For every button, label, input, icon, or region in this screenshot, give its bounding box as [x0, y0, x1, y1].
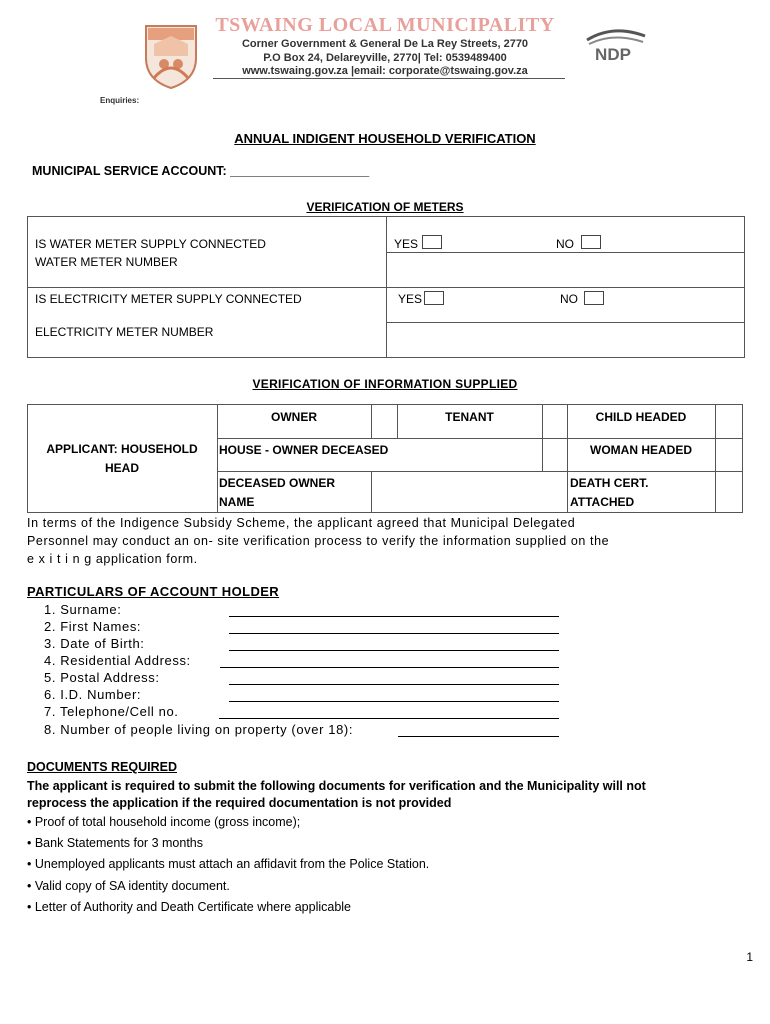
- elec-yes-label: YES: [398, 292, 423, 306]
- water-connected-label: IS WATER METER SUPPLY CONNECTED: [35, 237, 266, 251]
- child-headed-label: CHILD HEADED: [595, 410, 687, 424]
- postal-address-field[interactable]: [229, 684, 559, 685]
- residential-address-label: 4. Residential Address:: [44, 653, 191, 668]
- owner-checkbox[interactable]: [372, 410, 396, 432]
- water-yes-label: YES: [394, 237, 419, 251]
- info-table-divider: [371, 471, 372, 513]
- date-of-birth-label: 3. Date of Birth:: [44, 636, 145, 651]
- po-box-line: P.O Box 24, Delareyville, 2770| Tel: 0539489400: [263, 52, 507, 64]
- info-table-divider: [715, 404, 716, 513]
- paragraph-line: Personnel may conduct an on- site verification process to verify the information supplied on the: [27, 534, 610, 548]
- info-table: [27, 404, 743, 513]
- applicant-label-1: APPLICANT: HOUSEHOLD: [46, 442, 198, 456]
- meters-rule: [386, 322, 744, 323]
- ndp-logo-text: NDP: [595, 45, 631, 64]
- telephone-field[interactable]: [219, 718, 559, 719]
- elec-connected-label: IS ELECTRICITY METER SUPPLY CONNECTED: [35, 292, 302, 306]
- elec-yes-checkbox[interactable]: [424, 291, 444, 305]
- enquiries-label: Enquiries:: [100, 96, 140, 105]
- surname-label: 1. Surname:: [44, 602, 122, 617]
- info-table-divider: [217, 438, 743, 439]
- id-number-field[interactable]: [229, 701, 559, 702]
- particulars-heading: PARTICULARS OF ACCOUNT HOLDER: [27, 584, 280, 599]
- first-names-label: 2. First Names:: [44, 619, 142, 634]
- municipal-account-field[interactable]: MUNICIPAL SERVICE ACCOUNT: ____________________: [32, 164, 370, 178]
- water-yes-checkbox[interactable]: [422, 235, 442, 249]
- info-table-border: [742, 404, 743, 513]
- document-item: • Proof of total household income (gross income);: [27, 815, 301, 829]
- postal-address-label: 5. Postal Address:: [44, 670, 160, 685]
- info-table-border: [27, 512, 743, 513]
- info-table-border: [27, 404, 743, 405]
- document-item: • Bank Statements for 3 months: [27, 836, 203, 850]
- people-count-label: 8. Number of people living on property (over 18):: [44, 722, 354, 737]
- documents-intro: [27, 778, 747, 812]
- water-no-checkbox[interactable]: [581, 235, 601, 249]
- documents-intro-line: The applicant is required to submit the following documents for verification and the Municipality will not: [27, 779, 646, 793]
- meters-rule: [386, 252, 744, 253]
- meters-table: [27, 216, 745, 358]
- id-number-label: 6. I.D. Number:: [44, 687, 142, 702]
- tenant-label: TENANT: [445, 410, 494, 424]
- info-heading: VERIFICATION OF INFORMATION SUPPLIED: [252, 377, 518, 391]
- death-cert-label-2: ATTACHED: [570, 495, 635, 509]
- death-cert-label-1: DEATH CERT.: [570, 476, 649, 490]
- date-of-birth-field[interactable]: [229, 650, 559, 651]
- info-table-border: [27, 404, 28, 513]
- elec-no-label: NO: [560, 292, 578, 306]
- documents-intro-line: reprocess the application if the required documentation is not provided: [27, 796, 452, 810]
- address-line: Corner Government & General De La Rey Streets, 2770: [241, 38, 529, 50]
- water-no-label: NO: [556, 237, 574, 251]
- telephone-label: 7. Telephone/Cell no.: [44, 704, 179, 719]
- paragraph-line: In terms of the Indigence Subsidy Scheme, the applicant agreed that Municipal Delegated: [27, 516, 576, 530]
- ndp-logo: [583, 26, 649, 66]
- page-number: 1: [746, 950, 753, 964]
- woman-headed-label: WOMAN HEADED: [590, 443, 692, 457]
- water-number-label: WATER METER NUMBER: [35, 255, 178, 269]
- info-table-divider: [542, 404, 543, 471]
- document-item: • Unemployed applicants must attach an affidavit from the Police Station.: [27, 857, 430, 871]
- scheme-paragraph: [27, 514, 727, 568]
- elec-number-label: ELECTRICITY METER NUMBER: [35, 325, 214, 339]
- deceased-owner-label-2: NAME: [219, 495, 255, 509]
- people-count-field[interactable]: [398, 736, 559, 737]
- header-rule: [213, 78, 565, 79]
- surname-field[interactable]: [229, 616, 559, 617]
- deceased-owner-label-1: DECEASED OWNER: [219, 476, 336, 490]
- documents-heading: DOCUMENTS REQUIRED: [27, 760, 178, 774]
- meters-rule: [28, 287, 744, 288]
- meters-heading: VERIFICATION OF METERS: [306, 200, 464, 214]
- info-table-divider: [217, 471, 743, 472]
- form-title: ANNUAL INDIGENT HOUSEHOLD VERIFICATION: [234, 131, 536, 146]
- applicant-label-2: HEAD: [104, 461, 139, 475]
- residential-address-field[interactable]: [220, 667, 559, 668]
- document-item: • Valid copy of SA identity document.: [27, 879, 230, 893]
- municipality-name: TSWAING LOCAL MUNICIPALITY: [215, 14, 555, 36]
- first-names-field[interactable]: [229, 633, 559, 634]
- house-owner-deceased-label: HOUSE - OWNER DECEASED: [219, 443, 389, 457]
- paragraph-line: e x i t i n g application form.: [27, 552, 198, 566]
- web-email-line: www.tswaing.gov.za |email: corporate@tswaing.gov.za: [242, 65, 528, 77]
- document-item: • Letter of Authority and Death Certificate where applicable: [27, 900, 352, 914]
- elec-no-checkbox[interactable]: [584, 291, 604, 305]
- owner-label: OWNER: [271, 410, 317, 424]
